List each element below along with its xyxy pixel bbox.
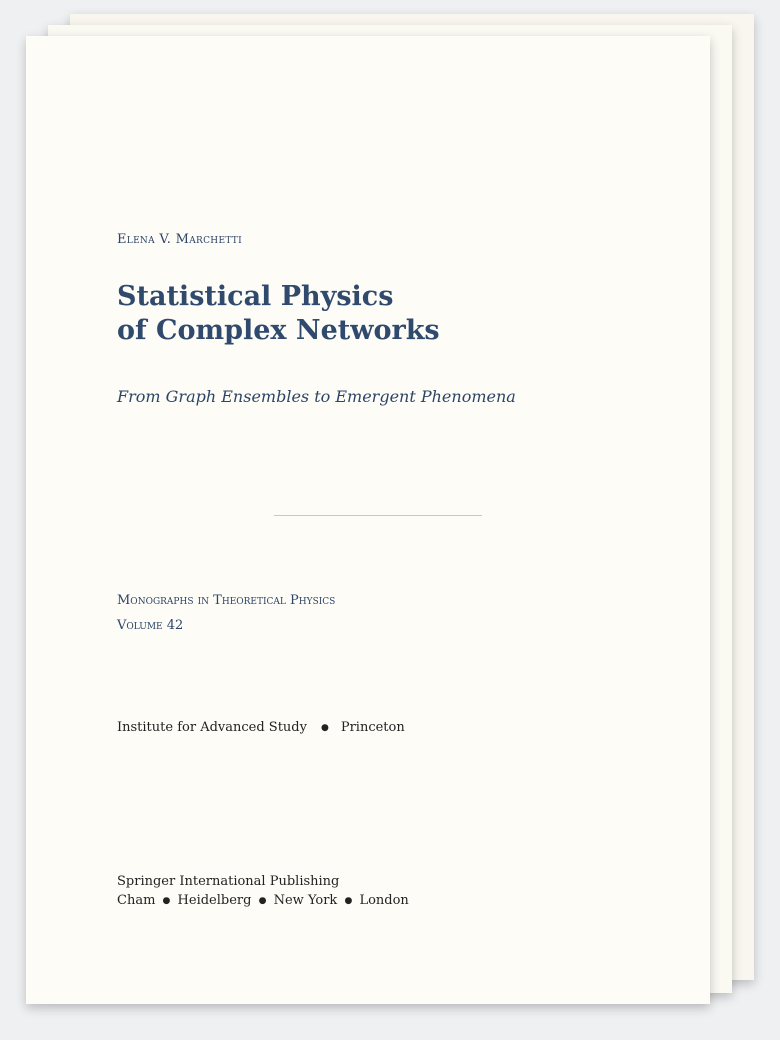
affiliation-city: Princeton bbox=[340, 720, 405, 735]
book-title-line-1: Statistical Physics bbox=[117, 281, 394, 312]
title-page bbox=[26, 36, 710, 1004]
affiliation-separator: ● bbox=[320, 723, 329, 733]
divider-rule bbox=[274, 515, 482, 516]
affiliation bbox=[117, 720, 405, 735]
city-separator: ● bbox=[258, 896, 267, 906]
book-title bbox=[117, 280, 440, 348]
publisher-name: Springer International Publishing bbox=[117, 874, 340, 889]
series-name: Monographs in Theoretical Physics bbox=[117, 593, 336, 608]
publisher-city: New York bbox=[273, 893, 338, 908]
publisher-cities bbox=[117, 893, 409, 908]
publisher-city: Cham bbox=[117, 893, 156, 908]
series-volume: Volume 42 bbox=[117, 618, 184, 633]
city-separator: ● bbox=[162, 896, 171, 906]
author-name: Elena V. Marchetti bbox=[117, 232, 242, 247]
book-subtitle: From Graph Ensembles to Emergent Phenomena bbox=[117, 387, 516, 406]
affiliation-institute: Institute for Advanced Study bbox=[117, 720, 307, 735]
city-separator: ● bbox=[344, 896, 353, 906]
book-title-line-2: of Complex Networks bbox=[117, 315, 440, 346]
publisher-city: Heidelberg bbox=[177, 893, 252, 908]
publisher-city: London bbox=[359, 893, 409, 908]
